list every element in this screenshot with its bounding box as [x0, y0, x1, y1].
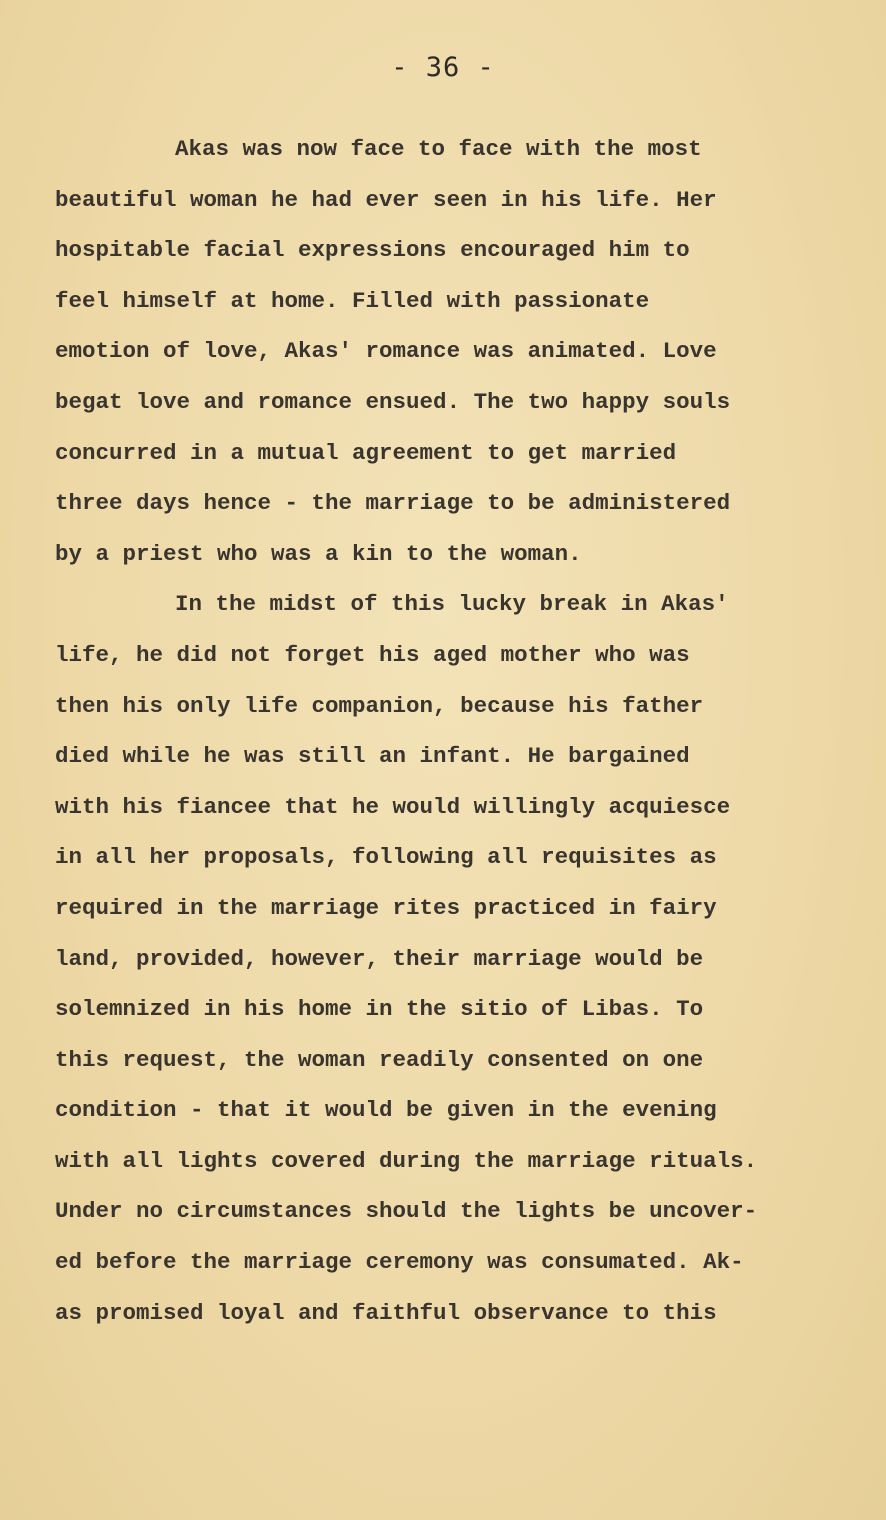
text-line: life, he did not forget his aged mother who was — [55, 641, 690, 668]
text-line: this request, the woman readily consented on one — [55, 1046, 704, 1073]
text-line: feel himself at home. Filled with passionate — [55, 287, 650, 314]
text-line: beautiful woman he had ever seen in his life. Her — [55, 186, 717, 213]
text-line: begat love and romance ensued. The two happy souls — [55, 388, 731, 415]
page-number: - 36 - — [391, 52, 495, 83]
text-line: solemnized in his home in the sitio of Libas. To — [55, 996, 704, 1023]
text-line: with his fiancee that he would willingly acquiesce — [55, 793, 731, 820]
text-line: hospitable facial expressions encouraged him to — [55, 237, 690, 264]
text-line: in all her proposals, following all requisites as — [55, 844, 717, 871]
text-line: with all lights covered during the marriage rituals. — [55, 1147, 758, 1174]
paragraph-1 — [55, 124, 855, 579]
text-line: condition - that it would be given in the evening — [55, 1097, 717, 1124]
text-line: as promised loyal and faithful observance to this — [55, 1299, 717, 1326]
text-line: by a priest who was a kin to the woman. — [55, 540, 582, 567]
text-line: died while he was still an infant. He bargained — [55, 743, 690, 770]
text-line: emotion of love, Akas' romance was animated. Love — [55, 338, 717, 365]
body-text — [55, 124, 855, 1338]
paragraph-2 — [55, 579, 855, 1338]
text-line: In the midst of this lucky break in Akas' — [175, 591, 729, 618]
text-line: three days hence - the marriage to be administered — [55, 490, 731, 517]
text-line: ed before the marriage ceremony was consumated. Ak- — [55, 1249, 744, 1276]
text-line: Under no circumstances should the lights be uncover- — [55, 1198, 758, 1225]
text-line: then his only life companion, because his father — [55, 692, 704, 719]
text-line: Akas was now face to face with the most — [175, 136, 702, 162]
text-line: land, provided, however, their marriage would be — [55, 945, 704, 972]
text-line: required in the marriage rites practiced in fairy — [55, 894, 717, 921]
text-line: concurred in a mutual agreement to get married — [55, 439, 677, 466]
